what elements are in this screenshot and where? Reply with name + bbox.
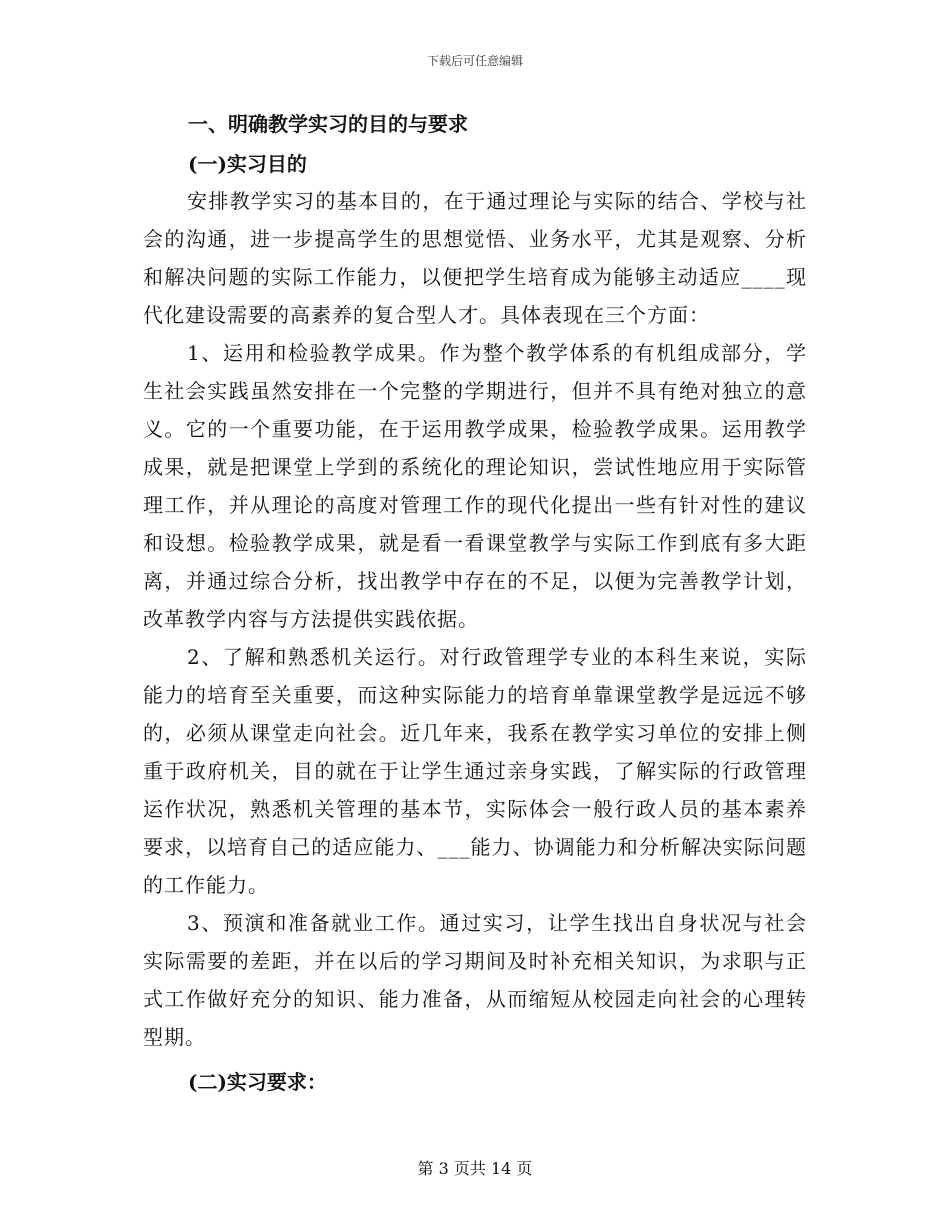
document-body xyxy=(143,106,807,1100)
page-number-footer: 第 3 页共 14 页 xyxy=(417,1159,533,1178)
paragraph-point-3: 3、预演和准备就业工作。通过实习，让学生找出自身状况与社会实际需要的差距，并在以后的学习期间及时补充相关知识，为求职与正式工作做好充分的知识、能力准备，从而缩短从校园走向社会的心理转型期。 xyxy=(143,911,807,1049)
subsection-title-requirements: (二)实习要求： xyxy=(188,1070,327,1094)
section-title: 一、明确教学实习的目的与要求 xyxy=(188,112,468,136)
subsection-title-purpose: (一)实习目的 xyxy=(188,152,307,176)
header-note: 下载后可任意编辑 xyxy=(426,54,523,68)
paragraph-intro: 安排教学实习的基本目的，在于通过理论与实际的结合、学校与社会的沟通，进一步提高学生的思想觉悟、业务水平，尤其是观察、分析和解决问题的实际工作能力，以便把学生培育成为能够主动适应____现代化建设需要的高素养的复合型人才。具体表现在三个方面： xyxy=(143,189,807,327)
paragraph-point-1: 1、运用和检验教学成果。作为整个教学体系的有机组成部分，学生社会实践虽然安排在一个完整的学期进行，但并不具有绝对独立的意义。它的一个重要功能，在于运用教学成果，检验教学成果。运用教学成果，就是把课堂上学到的系统化的理论知识，尝试性地应用于实际管理工作，并从理论的高度对管理工作的现代化提出一些有针对性的建议和设想。检验教学成果，就是看一看课堂教学与实际工作到底有多大距离，并通过综合分析，找出教学中存在的不足，以便为完善教学计划，改革教学内容与方法提供实践依据。 xyxy=(143,341,807,631)
paragraph-point-2: 2、了解和熟悉机关运行。对行政管理学专业的本科生来说，实际能力的培育至关重要，而这种实际能力的培育单靠课堂教学是远远不够的，必须从课堂走向社会。近几年来，我系在教学实习单位的安排上侧重于政府机关，目的就在于让学生通过亲身实践，了解实际的行政管理运作状况，熟悉机关管理的基本节，实际体会一般行政人员的基本素养要求，以培育自己的适应能力、___能力、协调能力和分析解决实际问题的工作能力。 xyxy=(143,645,807,897)
